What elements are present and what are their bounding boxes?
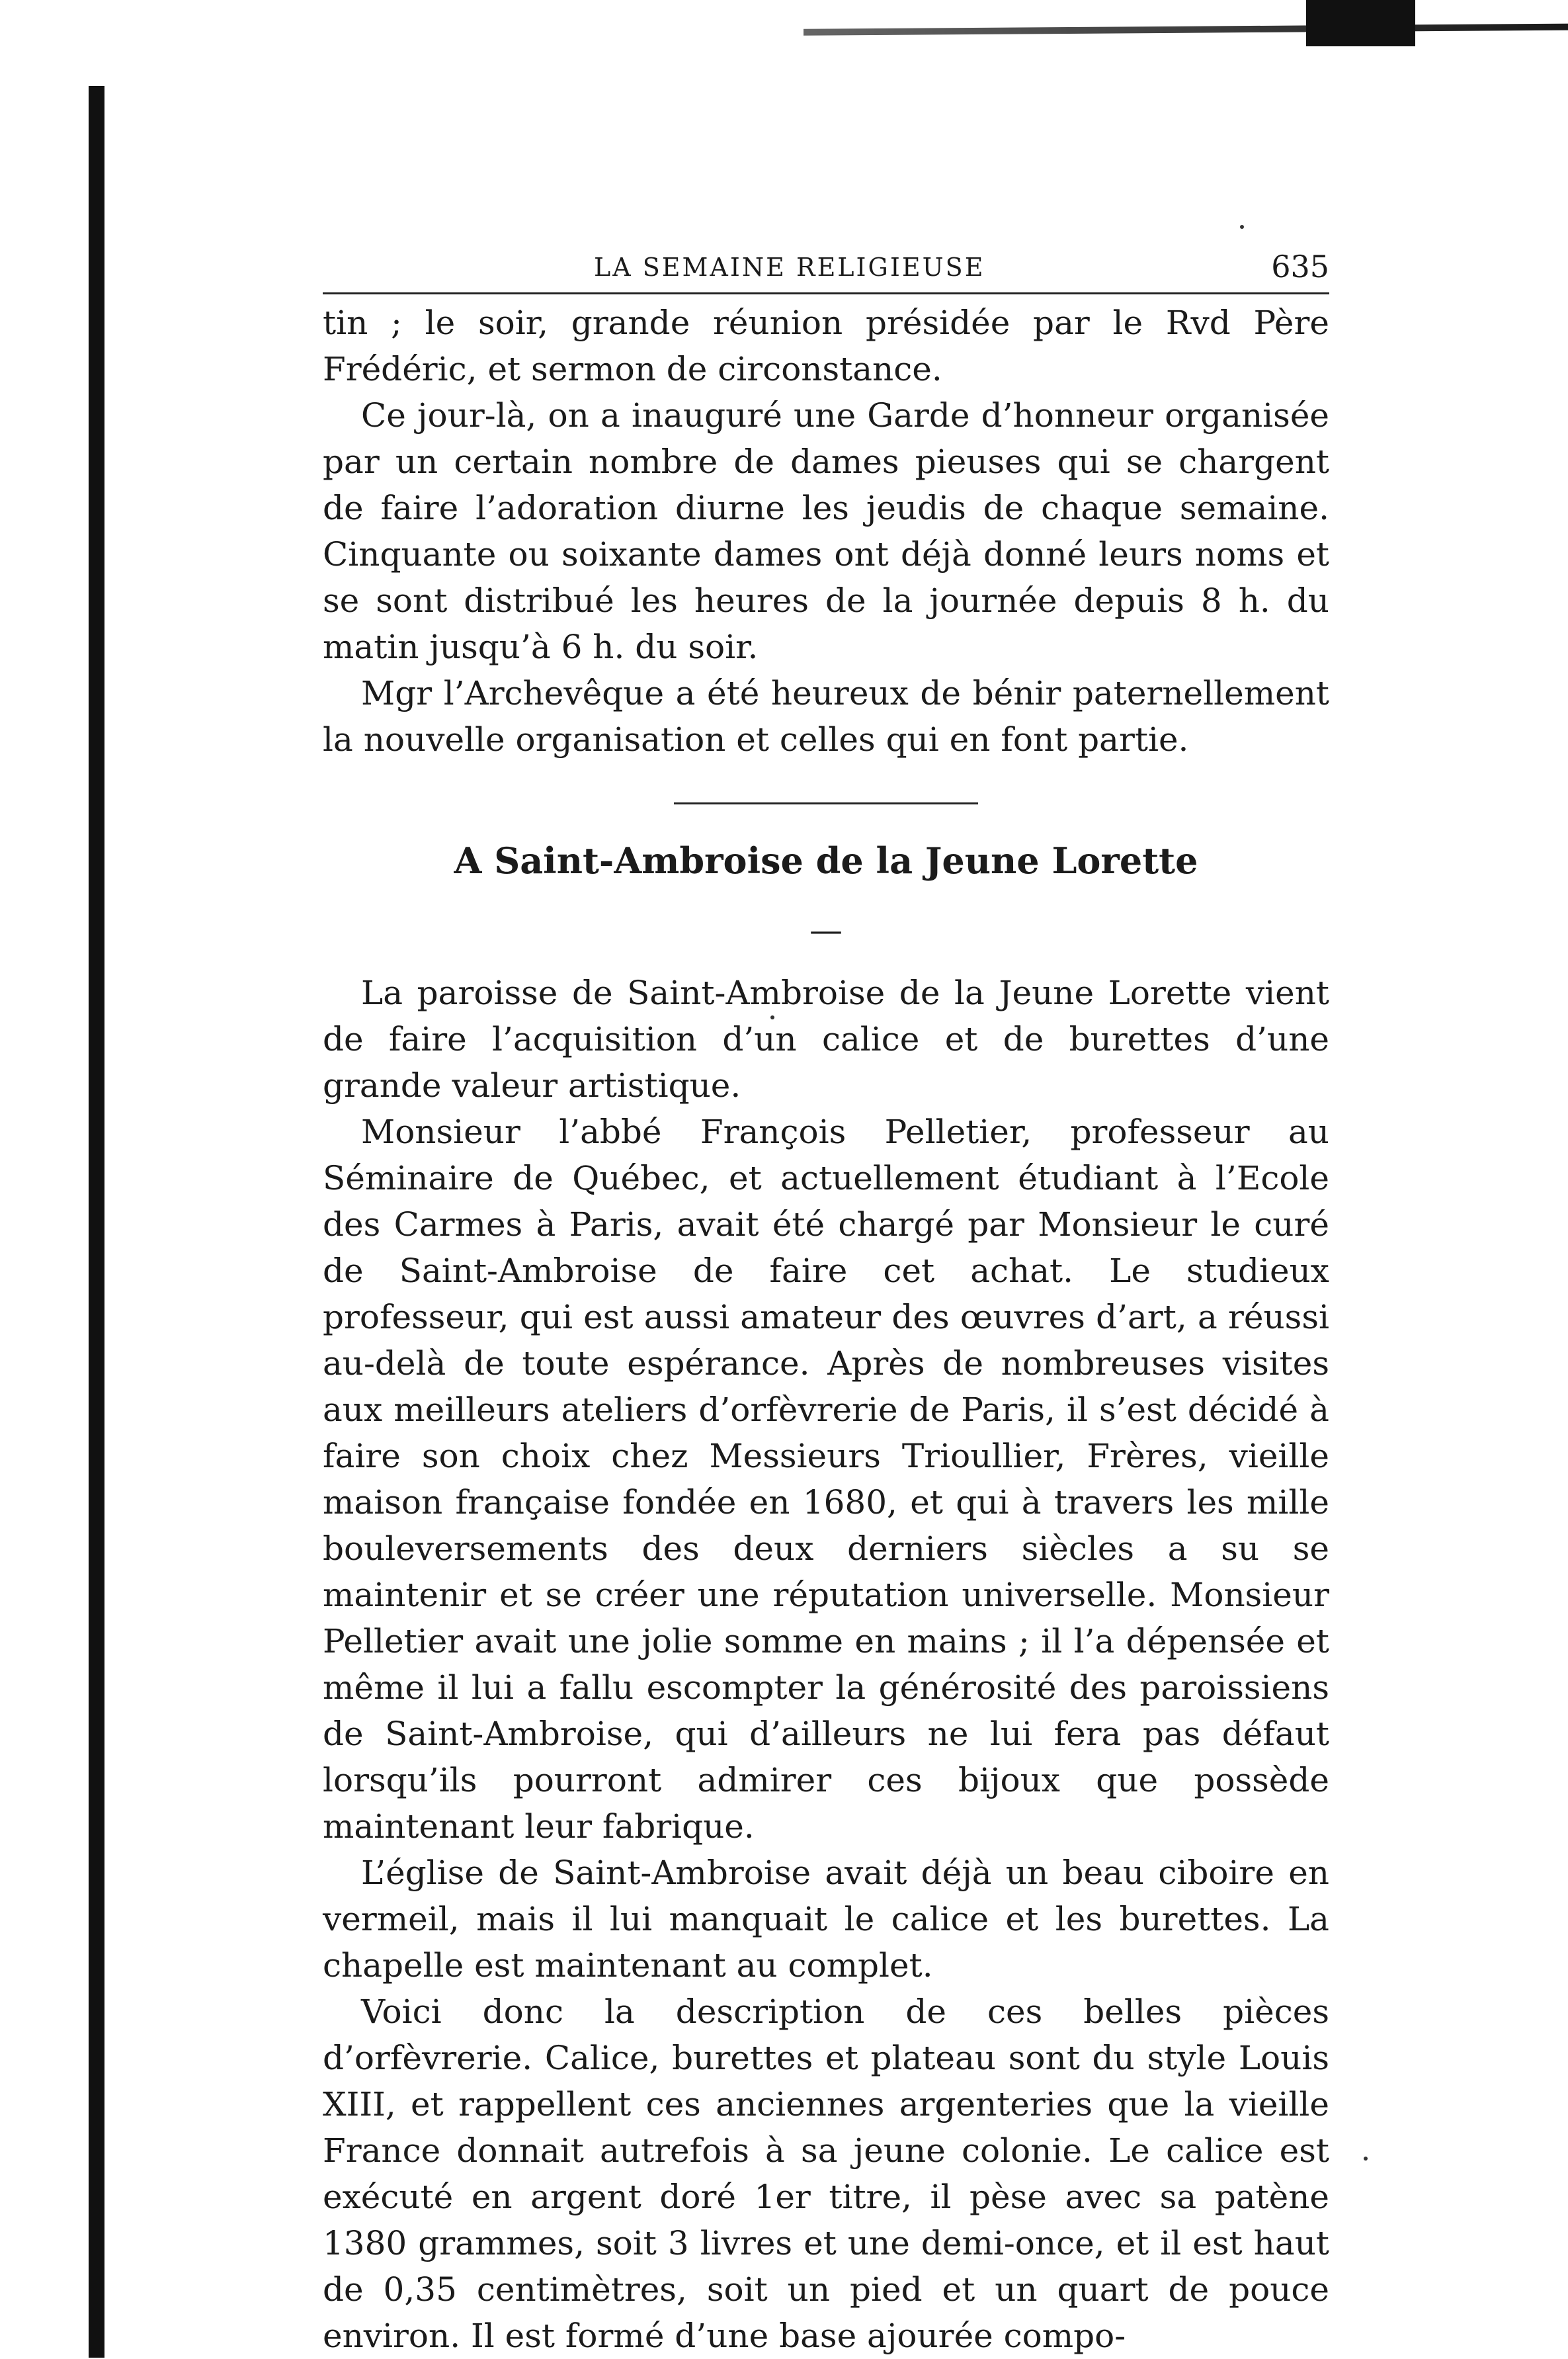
paragraph: tin ; le soir, grande réunion présidée par le Rvd Père Frédéric, et sermon de circonstance. xyxy=(323,304,1329,388)
section-dash: — xyxy=(809,911,843,949)
scan-speck xyxy=(1240,225,1244,229)
scan-binding-edge xyxy=(89,86,104,2358)
paragraph: Ce jour-là, on a inauguré une Garde d’honneur organisée par un certain nombre de dames pieuses qui se chargent de faire l’adoration diurne les jeudis de chaque semaine. Cinquante ou soixante dames ont déjà donné leurs noms et se sont distribué les heures de la journée depuis 8 h. du matin jusqu’à 6 h. du soir. xyxy=(323,396,1329,666)
paragraph: L’église de Saint-Ambroise avait déjà un beau ciboire en vermeil, mais il lui manquait le calice et les burettes. La chapelle est maintenant au complet. xyxy=(323,1854,1329,1985)
paragraph: Mgr l’Archevêque a été heureux de bénir paternellement la nouvelle organisation et celles qui en font partie. xyxy=(323,674,1329,759)
page-number: 635 xyxy=(1271,249,1329,284)
scan-speck xyxy=(1364,2157,1368,2161)
scan-corner-artifact xyxy=(1306,0,1415,46)
paragraph: La paroisse de Saint-Ambroise de la Jeune Lorette vient de faire l’acquisition d’un calice et de burettes d’une grande valeur artistique. xyxy=(323,974,1329,1105)
paragraph: Voici donc la description de ces belles pièces d’orfèvrerie. Calice, burettes et plateau sont du style Louis XIII, et rappellent ces anciennes argenteries que la vieille France donnait autrefois à sa jeune colonie. Le calice est exécuté en argent doré 1er titre, il pèse avec sa patène 1380 grammes, soit 3 livres et une demi-once, et il est haut de 0,35 centimètres, soit un pied et un quart de pouce environ. Il est formé d’une base ajourée compo- xyxy=(323,1993,1329,2355)
section-title: A Saint-Ambroise de la Jeune Lorette xyxy=(454,839,1198,882)
page xyxy=(323,246,1329,2359)
section-separator xyxy=(674,802,978,804)
section-body xyxy=(323,970,1329,2359)
paragraph: Monsieur l’abbé François Pelletier, professeur au Séminaire de Québec, et actuellement étudiant à l’Ecole des Carmes à Paris, avait été chargé par Monsieur le curé de Saint-Ambroise de faire cet achat. Le studieux professeur, qui est aussi amateur des œuvres d’art, a réussi au-delà de toute espérance. Après de nombreuses visites aux meilleurs ateliers d’orfèvrerie de Paris, il s’est décidé à faire son choix chez Messieurs Trioullier, Frères, vieille maison française fondée en 1680, et qui à travers les mille bouleversements des deux derniers siècles a su se maintenir et se créer une réputation universelle. Monsieur Pelletier avait une jolie somme en mains ; il l’a dépensée et même il lui a fallu escompter la générosité des paroissiens de Saint-Ambroise, qui d’ailleurs ne lui fera pas défaut lorsqu’ils pourront admirer ces bijoux que possède maintenant leur fabrique. xyxy=(323,1113,1329,1846)
running-head xyxy=(323,246,1329,294)
running-title: LA SEMAINE RELIGIEUSE xyxy=(594,253,985,282)
scan-top-artifact xyxy=(804,21,1568,36)
